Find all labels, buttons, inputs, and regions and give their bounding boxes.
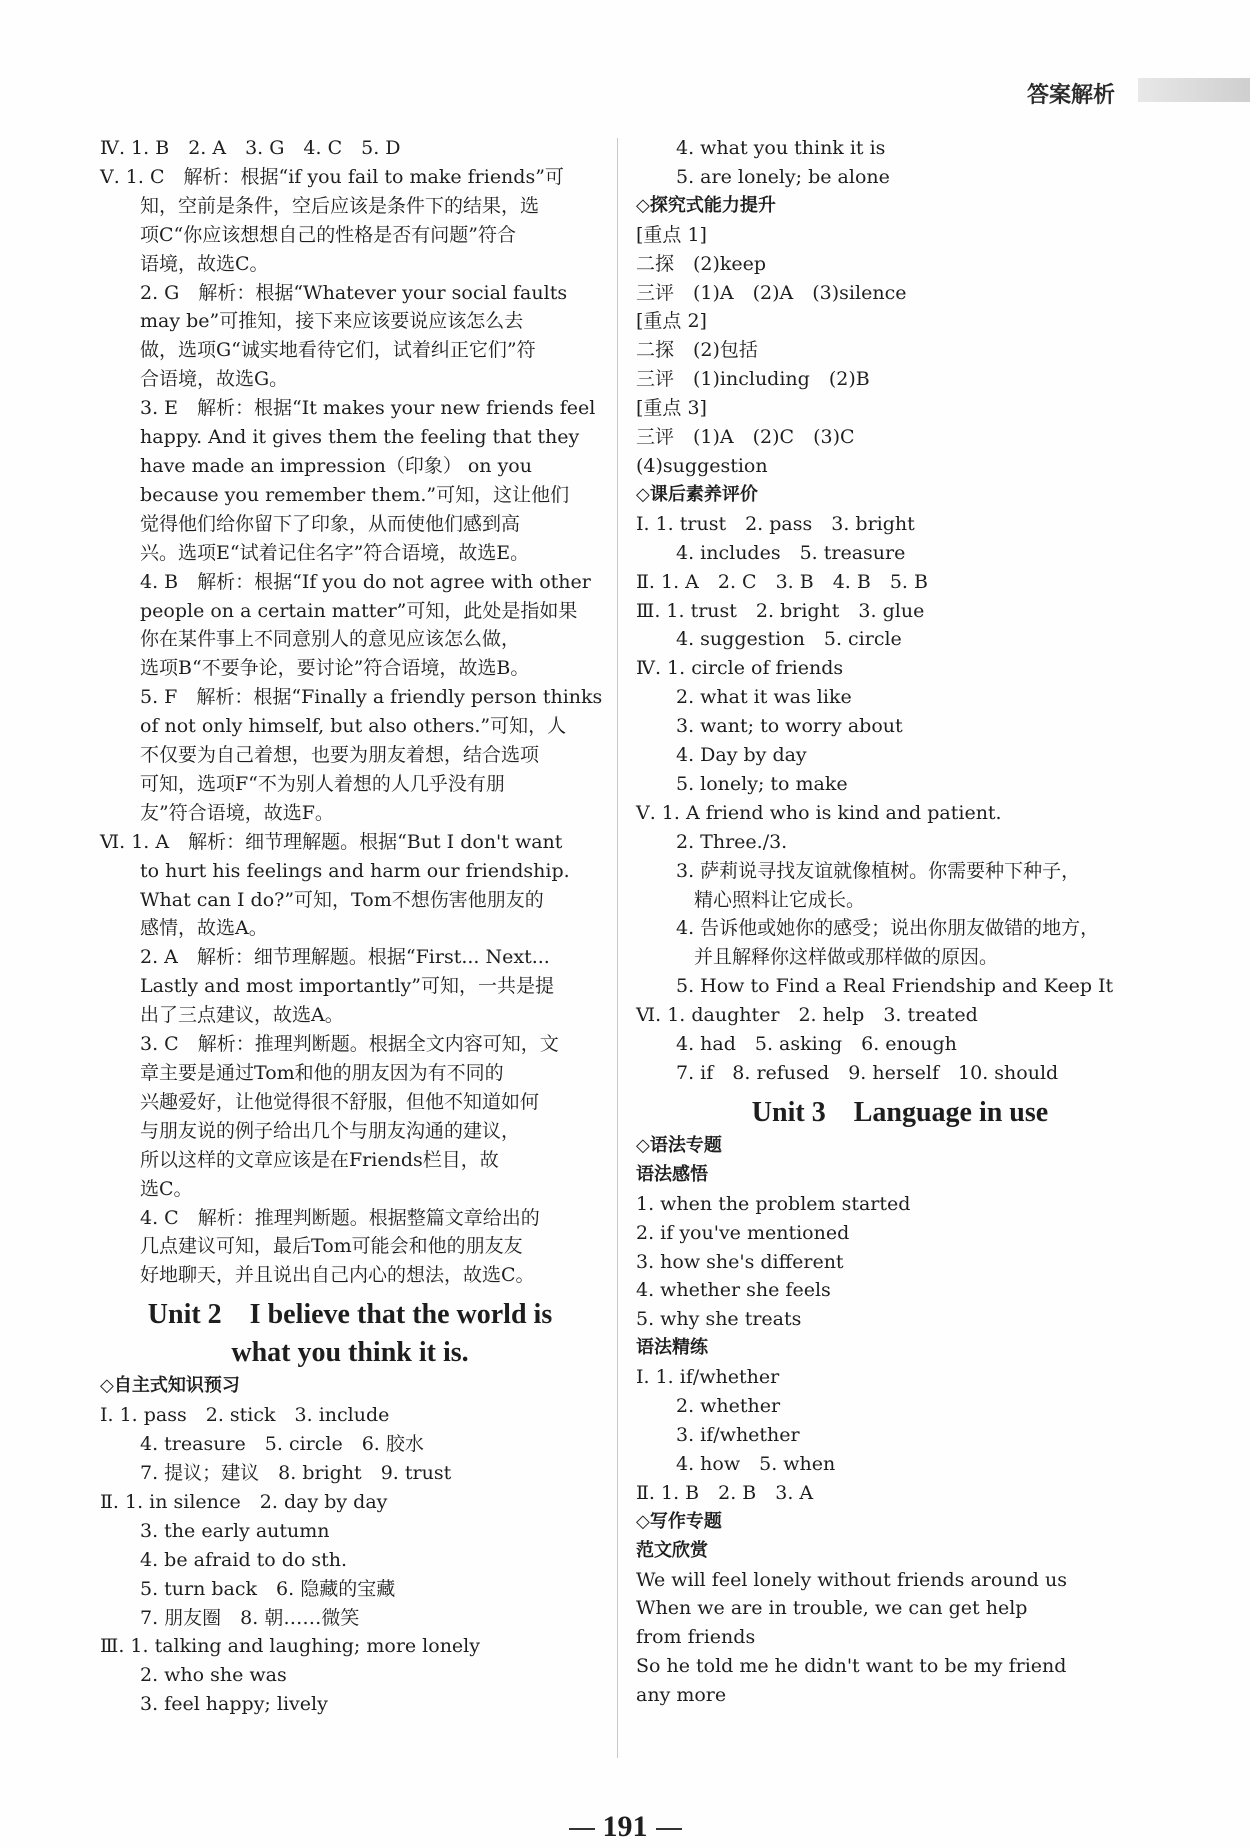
- answer-line: 做，选项G“诚实地看待它们，试着纠正它们”符: [140, 339, 536, 362]
- page-number-rule-right: [656, 1828, 682, 1830]
- answer-line: 4. treasure 5. circle 6. 胶水: [140, 1433, 424, 1456]
- answer-line: 2. what it was like: [676, 686, 852, 709]
- answer-line: 所以这样的文章应该是在Friends栏目，故: [140, 1148, 499, 1171]
- section-heading-preview: ◇自主式知识预习: [100, 1375, 240, 1397]
- unit-3-title: Unit 3 Language in use: [751, 1096, 1049, 1128]
- answer-line: 3. how she's different: [636, 1250, 844, 1273]
- subheading-model-essay: 范文欣赏: [636, 1539, 708, 1561]
- answer-line: 4. how 5. when: [676, 1452, 836, 1475]
- right-column: [636, 134, 1164, 1710]
- answer-line: Ⅰ. 1. trust 2. pass 3. bright: [636, 512, 915, 535]
- answer-line: 2. Three./3.: [676, 830, 788, 853]
- answer-line: Ⅲ. 1. talking and laughing; more lonely: [100, 1635, 480, 1658]
- answer-line: 2. who she was: [140, 1664, 287, 1687]
- answer-line: 二探 (2)keep: [636, 252, 767, 275]
- model-sentence: So he told me he didn't want to be my friend: [636, 1655, 1067, 1678]
- answer-line: 觉得他们给你留下了印象，从而使他们感到高: [140, 512, 521, 535]
- page-number-rule-left: [569, 1828, 595, 1830]
- answer-line: 3. feel happy; lively: [140, 1693, 328, 1716]
- answer-line: 知，空前是条件，空后应该是条件下的结果，选: [140, 194, 540, 217]
- answer-line: Ⅱ. 1. in silence 2. day by day: [100, 1490, 388, 1513]
- column-divider: [617, 138, 618, 1758]
- subheading-grammar-practice: 语法精练: [636, 1337, 708, 1359]
- answer-line: 4. suggestion 5. circle: [676, 628, 902, 651]
- answer-line: Ⅱ. 1. A 2. C 3. B 4. B 5. B: [636, 570, 928, 593]
- answer-line: because you remember them.”可知，这让他们: [140, 483, 570, 506]
- answer-line: 几点建议可知，最后Tom可能会和他的朋友友: [140, 1235, 523, 1258]
- answer-line: Ⅴ. 1. A friend who is kind and patient.: [636, 801, 1002, 824]
- answer-line: 兴。选项E“试着记住名字”符合语境，故选E。: [140, 541, 530, 564]
- answer-line: 5. How to Find a Real Friendship and Keep It: [676, 975, 1114, 998]
- answer-line: 选项B“不要争论，要讨论”符合语境，故选B。: [140, 657, 530, 680]
- answer-line: 7. 提议；建议 8. bright 9. trust: [140, 1461, 452, 1484]
- answer-line: 项C“你应该想想自己的性格是否有问题”符合: [140, 223, 516, 246]
- model-sentence: any more: [636, 1684, 727, 1707]
- answer-line: 你在某件事上不同意别人的意见应该怎么做，: [140, 628, 521, 651]
- answer-line: [重点 3]: [636, 397, 707, 420]
- left-column: [100, 134, 603, 1719]
- answer-line: 选C。: [140, 1177, 193, 1200]
- answer-line: 4. Day by day: [676, 744, 807, 767]
- answer-line: Ⅳ. 1. B 2. A 3. G 4. C 5. D: [100, 137, 401, 159]
- header-decoration: [1138, 78, 1250, 102]
- model-sentence: from friends: [636, 1626, 756, 1649]
- section-heading-explore: ◇探究式能力提升: [636, 194, 776, 216]
- answer-line: have made an impression（印象） on you: [140, 454, 532, 477]
- answer-line: 7. if 8. refused 9. herself 10. should: [676, 1062, 1059, 1084]
- answer-line: 出了三点建议，故选A。: [140, 1004, 344, 1027]
- answer-line: Ⅱ. 1. B 2. B 3. A: [636, 1481, 814, 1504]
- answer-line: Ⅳ. 1. circle of friends: [636, 657, 844, 680]
- answer-line: Ⅲ. 1. trust 2. bright 3. glue: [636, 599, 925, 622]
- answer-line: 3. C 解析：推理判断题。根据全文内容可知，文: [140, 1033, 559, 1056]
- answer-line: 5. turn back 6. 隐藏的宝藏: [140, 1577, 396, 1600]
- answer-line: 3. if/whether: [676, 1423, 800, 1446]
- answer-line: 三评 (1)A (2)C (3)C: [636, 426, 855, 449]
- answer-line: 4. had 5. asking 6. enough: [676, 1033, 957, 1056]
- answer-line: Ⅵ. 1. A 解析：细节理解题。根据“But I don't want: [100, 830, 563, 853]
- answer-line: 4. B 解析：根据“If you do not agree with other: [140, 570, 591, 593]
- answer-line: 感情，故选A。: [140, 917, 268, 940]
- answer-line: may be”可推知，接下来应该要说应该怎么去: [140, 310, 524, 333]
- answer-line: Ⅵ. 1. daughter 2. help 3. treated: [636, 1004, 978, 1027]
- answer-line: 三评 (1)including (2)B: [636, 368, 870, 391]
- answer-line: 3. want; to worry about: [676, 715, 903, 738]
- answer-line: What can I do?”可知，Tom不想伤害他朋友的: [140, 888, 544, 911]
- answer-line: 兴趣爱好，让他觉得很不舒服，但他不知道如何: [140, 1090, 540, 1113]
- answer-line: 4. whether she feels: [636, 1279, 831, 1302]
- answer-line: 2. whether: [676, 1395, 781, 1418]
- answer-line: 语境，故选C。: [140, 252, 269, 275]
- answer-line: 4. 告诉他或她你的感受；说出你朋友做错的地方，: [676, 917, 1100, 940]
- answer-line: of not only himself, but also others.”可知，人: [140, 715, 567, 738]
- model-sentence: We will feel lonely without friends around us: [636, 1568, 1067, 1591]
- answer-line: 章主要是通过Tom和他的朋友因为有不同的: [140, 1062, 504, 1084]
- answer-line: 三评 (1)A (2)A (3)silence: [636, 281, 907, 304]
- answer-line: 不仅要为自己着想，也要为朋友着想，结合选项: [140, 744, 540, 767]
- subheading-grammar-feel: 语法感悟: [636, 1163, 708, 1185]
- answer-line: 2. A 解析：细节理解题。根据“First... Next...: [140, 946, 550, 969]
- answer-line: [重点 1]: [636, 223, 707, 246]
- answer-line: 3. 萨莉说寻找友谊就像植树。你需要种下种子，: [676, 859, 1081, 882]
- answer-line: 友”符合语境，故选F。: [140, 801, 334, 824]
- answer-line: 4. includes 5. treasure: [676, 541, 906, 564]
- answer-line: to hurt his feelings and harm our friendship.: [140, 859, 570, 882]
- section-heading-writing: ◇写作专题: [636, 1510, 722, 1532]
- answer-line: 1. when the problem started: [636, 1192, 911, 1215]
- unit-2-title-line-1: Unit 2 I believe that the world is: [147, 1299, 553, 1331]
- answer-line: 合语境，故选G。: [140, 368, 289, 391]
- answer-line: 精心照料让它成长。: [694, 888, 866, 911]
- answer-line: Ⅰ. 1. pass 2. stick 3. include: [100, 1404, 390, 1427]
- answer-line: people on a certain matter”可知，此处是指如果: [140, 599, 578, 622]
- answer-line: 二探 (2)包括: [636, 339, 758, 362]
- answer-line: 7. 朋友圈 8. 朝……微笑: [140, 1606, 360, 1629]
- answer-line: 3. the early autumn: [140, 1519, 330, 1542]
- answer-line: 5. F 解析：根据“Finally a friendly person thinks: [140, 686, 603, 709]
- answer-line: Ⅰ. 1. if/whether: [636, 1366, 780, 1389]
- answer-line: 4. C 解析：推理判断题。根据整篇文章给出的: [140, 1206, 540, 1229]
- answer-line: 4. what you think it is: [676, 137, 886, 159]
- page-number: [0, 1810, 1250, 1844]
- answer-line: 4. be afraid to do sth.: [140, 1548, 348, 1571]
- answer-line: Lastly and most importantly”可知，一共是提: [140, 975, 554, 998]
- answer-line: 2. G 解析：根据“Whatever your social faults: [140, 281, 568, 304]
- answer-line: happy. And it gives them the feeling that they: [140, 426, 580, 449]
- answer-line: 与朋友说的例子给出几个与朋友沟通的建议，: [140, 1119, 521, 1142]
- model-sentence: When we are in trouble, we can get help: [636, 1597, 1028, 1620]
- answer-line: (4)suggestion: [636, 454, 768, 477]
- answer-line: 并且解释你这样做或那样做的原因。: [694, 946, 999, 969]
- answer-line: 5. are lonely; be alone: [676, 165, 890, 188]
- answer-line: [重点 2]: [636, 310, 707, 333]
- unit-2-title-line-2: what you think it is.: [231, 1337, 469, 1369]
- answer-line: Ⅴ. 1. C 解析：根据“if you fail to make friends”可: [100, 165, 564, 188]
- answer-line: 可知，选项F“不为别人着想的人几乎没有朋: [140, 772, 505, 795]
- page-number-text: 191: [602, 1810, 648, 1843]
- answer-line: 好地聊天，并且说出自己内心的想法，故选C。: [140, 1264, 535, 1287]
- answer-line: 5. lonely; to make: [676, 772, 848, 795]
- header-label: 答案解析: [1026, 83, 1115, 108]
- answer-line: 2. if you've mentioned: [636, 1221, 850, 1244]
- section-heading-grammar: ◇语法专题: [636, 1134, 722, 1156]
- section-heading-evaluation: ◇课后素养评价: [636, 483, 758, 505]
- answer-line: 5. why she treats: [636, 1308, 802, 1331]
- answer-line: 3. E 解析：根据“It makes your new friends feel: [140, 397, 596, 420]
